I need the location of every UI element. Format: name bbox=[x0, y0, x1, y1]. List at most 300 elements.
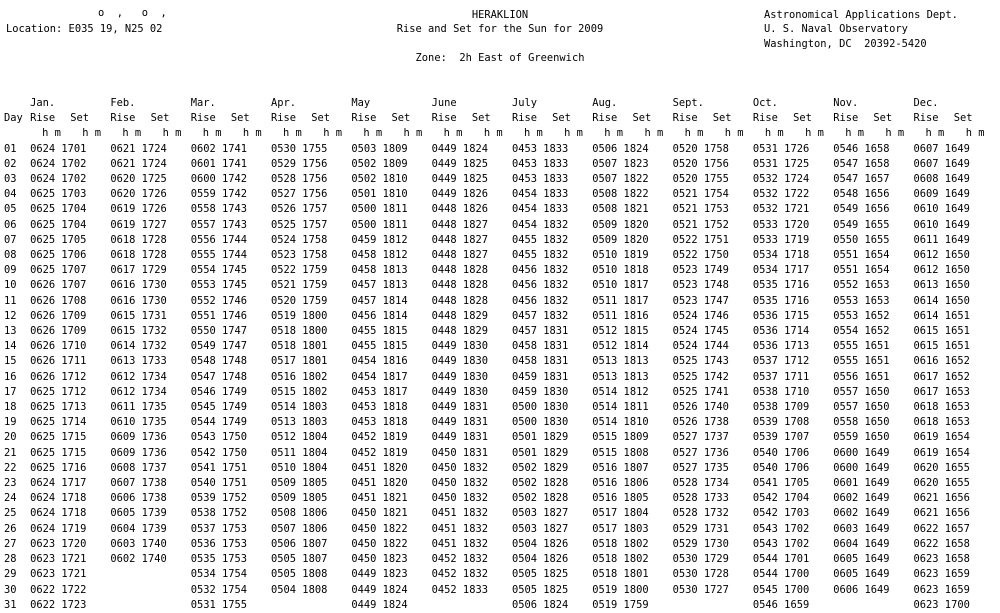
rise-set-cell: 0623 1721 bbox=[30, 553, 87, 566]
rise-set-cell: 0625 1715 bbox=[30, 431, 87, 444]
table-row bbox=[4, 491, 994, 506]
rise-set-cell: 0532 1722 bbox=[752, 188, 810, 201]
rise-set-cell: 0619 1726 bbox=[110, 203, 167, 216]
rise-set-cell: 0607 1738 bbox=[110, 477, 167, 490]
rise-set-cell: 0619 1727 bbox=[110, 218, 167, 231]
rise-set-cell: 0625 1712 bbox=[30, 385, 87, 398]
rise-set-cell: 0512 1804 bbox=[271, 431, 328, 444]
month-label: Jan. bbox=[30, 97, 56, 109]
rise-set-cell: 0622 1658 bbox=[913, 537, 970, 550]
rise-set-cell: 0614 1732 bbox=[110, 340, 167, 353]
day-number: 16 bbox=[4, 370, 17, 383]
rise-set-cell: 0504 1826 bbox=[511, 553, 569, 566]
rise-label: Rise bbox=[271, 112, 297, 125]
rise-set-cell: 0550 1747 bbox=[190, 325, 248, 338]
rise-set-cell: 0615 1732 bbox=[110, 325, 167, 338]
table-row bbox=[4, 248, 994, 263]
day-number: 09 bbox=[4, 264, 17, 277]
rise-set-cell: 0521 1759 bbox=[271, 279, 328, 292]
rise-set-cell: 0614 1651 bbox=[913, 309, 970, 322]
rise-set-cell: 0455 1815 bbox=[351, 340, 408, 353]
rise-set-cell: 0626 1710 bbox=[30, 340, 87, 353]
rise-set-cell: 0555 1651 bbox=[833, 340, 890, 353]
rise-set-cell: 0510 1804 bbox=[271, 461, 328, 474]
rise-set-cell: 0516 1806 bbox=[592, 477, 649, 490]
rise-set-cell: 0547 1658 bbox=[833, 157, 890, 170]
rise-set-cell: 0537 1711 bbox=[752, 370, 810, 383]
rise-set-cell: 0502 1828 bbox=[511, 477, 569, 490]
day-number: 30 bbox=[4, 583, 17, 596]
rise-set-cell: 0449 1826 bbox=[431, 188, 488, 201]
rise-set-cell: 0523 1758 bbox=[271, 249, 328, 262]
rise-set-cell: 0548 1656 bbox=[833, 188, 890, 201]
table-row bbox=[4, 187, 994, 202]
rise-set-cell: 0509 1805 bbox=[271, 492, 328, 505]
rise-set-cell: 0612 1734 bbox=[110, 370, 167, 383]
rise-set-cell: 0543 1750 bbox=[190, 431, 248, 444]
rise-set-cell: 0613 1650 bbox=[913, 279, 970, 292]
table-row bbox=[4, 218, 994, 233]
rise-set-cell: 0529 1756 bbox=[271, 157, 328, 170]
rise-set-cell: 0544 1700 bbox=[752, 568, 810, 581]
rise-set-cell: 0623 1658 bbox=[913, 553, 970, 566]
rise-set-cell: 0448 1829 bbox=[431, 309, 488, 322]
rise-set-cell: 0505 1825 bbox=[511, 583, 569, 596]
rise-set-cell: 0452 1833 bbox=[431, 583, 488, 596]
rise-set-cell: 0504 1808 bbox=[271, 583, 328, 596]
day-number: 06 bbox=[4, 218, 17, 231]
rise-set-cell bbox=[110, 598, 190, 613]
day-number: 27 bbox=[4, 537, 17, 550]
rise-set-cell: 0601 1649 bbox=[833, 477, 890, 490]
rise-set-cell: 0449 1830 bbox=[431, 355, 488, 368]
rise-set-cell: 0503 1827 bbox=[511, 522, 569, 535]
hm-label: h m bbox=[162, 127, 182, 140]
rise-set-cell: 0556 1744 bbox=[190, 233, 248, 246]
table-row bbox=[4, 446, 994, 461]
rise-set-cell: 0607 1649 bbox=[913, 157, 970, 170]
month-label: Sept. bbox=[672, 97, 704, 109]
hm-label: h m bbox=[42, 127, 61, 140]
rise-set-cell: 0448 1827 bbox=[431, 233, 488, 246]
rise-set-cell: 0525 1757 bbox=[271, 218, 328, 231]
rise-set-cell: 0616 1652 bbox=[913, 355, 970, 368]
month-label: Apr. bbox=[271, 97, 297, 109]
day-number: 28 bbox=[4, 553, 17, 566]
rise-set-cell: 0524 1746 bbox=[672, 309, 729, 322]
rise-set-cell: 0520 1755 bbox=[672, 173, 729, 186]
rise-set-cell: 0611 1735 bbox=[110, 401, 167, 414]
day-number: 25 bbox=[4, 507, 17, 520]
rise-set-cell: 0616 1730 bbox=[110, 294, 167, 307]
day-number: 08 bbox=[4, 249, 17, 262]
day-number: 10 bbox=[4, 279, 17, 292]
rise-set-cell: 0540 1751 bbox=[190, 477, 248, 490]
rise-set-cell: 0550 1655 bbox=[833, 233, 890, 246]
rise-set-cell: 0520 1758 bbox=[672, 142, 729, 155]
rise-set-cell: 0612 1650 bbox=[913, 264, 970, 277]
rise-set-cell: 0525 1742 bbox=[672, 370, 729, 383]
table-row bbox=[4, 400, 994, 415]
rise-set-cell: 0520 1756 bbox=[672, 157, 729, 170]
rise-set-cell: 0557 1743 bbox=[190, 218, 248, 231]
month-label: Nov. bbox=[833, 97, 859, 109]
hm-header-row bbox=[4, 126, 994, 141]
day-number: 15 bbox=[4, 355, 17, 368]
table-row bbox=[4, 415, 994, 430]
set-label: Set bbox=[712, 112, 732, 125]
org-line-3: Washington, DC 20392-5420 bbox=[764, 38, 927, 50]
rise-set-cell: 0509 1820 bbox=[592, 218, 649, 231]
rise-set-cell: 0549 1655 bbox=[833, 218, 890, 231]
set-label: Set bbox=[873, 112, 893, 125]
hm-label: h m bbox=[724, 127, 744, 140]
rise-set-cell: 0522 1750 bbox=[672, 249, 729, 262]
rise-set-cell bbox=[110, 567, 190, 582]
rise-set-cell: 0531 1725 bbox=[752, 157, 810, 170]
rise-set-cell: 0554 1652 bbox=[833, 325, 890, 338]
rise-set-cell: 0449 1824 bbox=[351, 583, 408, 596]
day-number: 31 bbox=[4, 598, 17, 611]
rise-set-cell: 0450 1832 bbox=[431, 461, 488, 474]
rise-set-cell: 0606 1649 bbox=[833, 583, 890, 596]
day-number: 24 bbox=[4, 492, 17, 505]
rise-set-cell: 0508 1806 bbox=[271, 507, 328, 520]
rise-set-cell: 0514 1811 bbox=[592, 401, 649, 414]
hm-label: h m bbox=[764, 127, 784, 140]
rise-set-cell: 0517 1801 bbox=[271, 355, 328, 368]
table-row bbox=[4, 567, 994, 582]
rise-set-cell: 0621 1724 bbox=[110, 157, 167, 170]
hm-label: h m bbox=[684, 127, 704, 140]
rise-set-cell: 0523 1749 bbox=[672, 264, 729, 277]
rise-set-cell: 0600 1742 bbox=[190, 173, 248, 186]
rise-set-cell: 0619 1654 bbox=[913, 431, 970, 444]
table-row bbox=[4, 294, 994, 309]
rise-set-cell: 0626 1709 bbox=[30, 325, 87, 338]
rise-set-cell: 0502 1828 bbox=[511, 492, 569, 505]
rise-set-cell: 0535 1716 bbox=[752, 294, 810, 307]
hm-label: h m bbox=[122, 127, 142, 140]
rise-set-cell: 0523 1748 bbox=[672, 279, 729, 292]
rise-set-cell: 0600 1649 bbox=[833, 446, 890, 459]
rise-set-cell: 0620 1655 bbox=[913, 461, 970, 474]
rise-label: Rise bbox=[190, 112, 216, 125]
rise-set-cell: 0602 1740 bbox=[110, 553, 167, 566]
rise-set-cell: 0604 1739 bbox=[110, 522, 167, 535]
hm-label: h m bbox=[564, 127, 583, 140]
rise-set-cell: 0455 1832 bbox=[511, 233, 569, 246]
rise-set-cell: 0618 1728 bbox=[110, 249, 167, 262]
rise-set-cell: 0508 1822 bbox=[592, 188, 649, 201]
rise-set-cell: 0448 1828 bbox=[431, 264, 488, 277]
rise-set-cell: 0626 1707 bbox=[30, 279, 87, 292]
rise-set-cell: 0525 1741 bbox=[672, 385, 729, 398]
location-line: Location: E035 19, N25 02 bbox=[6, 23, 163, 35]
rise-set-cell: 0507 1822 bbox=[592, 173, 649, 186]
day-number: 04 bbox=[4, 188, 17, 201]
rise-set-cell: 0531 1726 bbox=[752, 142, 810, 155]
rise-set-cell: 0554 1745 bbox=[190, 264, 248, 277]
hm-label: h m bbox=[483, 127, 503, 140]
rise-set-cell: 0516 1802 bbox=[271, 370, 328, 383]
rise-set-cell: 0450 1822 bbox=[351, 537, 408, 550]
rise-set-cell: 0541 1751 bbox=[190, 461, 248, 474]
rise-set-cell: 0450 1821 bbox=[351, 507, 408, 520]
rise-set-cell: 0509 1805 bbox=[271, 477, 328, 490]
rise-set-cell: 0502 1809 bbox=[351, 157, 408, 170]
rise-set-cell: 0535 1753 bbox=[190, 553, 248, 566]
rise-set-cell: 0448 1827 bbox=[431, 249, 488, 262]
rise-set-cell: 0524 1744 bbox=[672, 340, 729, 353]
table-row bbox=[4, 278, 994, 293]
table-row bbox=[4, 598, 994, 613]
rise-set-cell: 0511 1816 bbox=[592, 309, 649, 322]
rise-set-cell: 0618 1653 bbox=[913, 416, 970, 429]
table-row bbox=[4, 552, 994, 567]
rise-label: Rise bbox=[431, 112, 457, 125]
rise-set-cell: 0534 1717 bbox=[752, 264, 810, 277]
rise-set-cell: 0545 1700 bbox=[752, 583, 810, 596]
rise-set-cell: 0506 1824 bbox=[511, 598, 569, 611]
rise-set-cell: 0517 1803 bbox=[592, 522, 649, 535]
rise-set-cell: 0454 1833 bbox=[511, 203, 569, 216]
hm-label: h m bbox=[443, 127, 463, 140]
rise-set-cell: 0514 1810 bbox=[592, 416, 649, 429]
rise-set-cell: 0621 1656 bbox=[913, 507, 970, 520]
rise-set-cell: 0530 1727 bbox=[672, 583, 729, 596]
rise-set-cell: 0532 1754 bbox=[190, 583, 248, 596]
rise-set-cell: 0544 1749 bbox=[190, 416, 248, 429]
rise-set-cell: 0559 1742 bbox=[190, 188, 248, 201]
rise-set-cell: 0521 1753 bbox=[672, 203, 729, 216]
hm-label: h m bbox=[845, 127, 864, 140]
rise-set-cell: 0625 1704 bbox=[30, 218, 87, 231]
rise-set-cell: 0454 1832 bbox=[511, 218, 569, 231]
rise-set-cell: 0536 1713 bbox=[752, 340, 810, 353]
rise-set-cell: 0626 1709 bbox=[30, 309, 87, 322]
rise-set-cell: 0549 1747 bbox=[190, 340, 248, 353]
rise-set-cell: 0504 1826 bbox=[511, 537, 569, 550]
rise-set-cell: 0459 1812 bbox=[351, 233, 408, 246]
rise-set-cell: 0457 1832 bbox=[511, 309, 569, 322]
hm-label: h m bbox=[82, 127, 102, 140]
month-label: Dec. bbox=[913, 97, 939, 109]
rise-set-cell: 0529 1731 bbox=[672, 522, 729, 535]
rise-set-cell: 0530 1728 bbox=[672, 568, 729, 581]
rise-set-cell: 0449 1824 bbox=[351, 598, 408, 611]
rise-set-cell: 0456 1814 bbox=[351, 309, 408, 322]
day-number: 01 bbox=[4, 142, 17, 155]
rise-set-cell: 0448 1826 bbox=[431, 203, 488, 216]
rise-label: Rise bbox=[833, 112, 859, 125]
hm-label: h m bbox=[403, 127, 423, 140]
day-number: 19 bbox=[4, 416, 17, 429]
rise-set-cell: 0609 1736 bbox=[110, 431, 167, 444]
month-header-row bbox=[4, 96, 994, 111]
rise-set-cell: 0519 1759 bbox=[592, 598, 649, 611]
rise-set-cell: 0450 1832 bbox=[431, 477, 488, 490]
rise-set-cell: 0625 1714 bbox=[30, 416, 87, 429]
rise-set-cell: 0621 1656 bbox=[913, 492, 970, 505]
day-number: 13 bbox=[4, 325, 17, 338]
rise-set-cell: 0506 1824 bbox=[592, 142, 649, 155]
table-row bbox=[4, 142, 994, 157]
rise-set-cell: 0520 1759 bbox=[271, 294, 328, 307]
hm-label: h m bbox=[523, 127, 543, 140]
rise-set-cell: 0619 1654 bbox=[913, 446, 970, 459]
rise-set-cell: 0526 1740 bbox=[672, 401, 729, 414]
table-row bbox=[4, 461, 994, 476]
rise-set-cell: 0449 1824 bbox=[431, 142, 488, 155]
rise-set-cell: 0514 1812 bbox=[592, 385, 649, 398]
table-row bbox=[4, 309, 994, 324]
rise-set-cell: 0511 1804 bbox=[271, 446, 328, 459]
rise-set-cell: 0559 1650 bbox=[833, 431, 890, 444]
rise-set-cell: 0451 1832 bbox=[431, 507, 488, 520]
rise-set-cell: 0623 1721 bbox=[30, 568, 87, 581]
rise-set-cell: 0451 1832 bbox=[431, 522, 488, 535]
rise-set-cell: 0449 1825 bbox=[431, 157, 488, 170]
rise-set-cell: 0515 1809 bbox=[592, 431, 649, 444]
rise-set-cell: 0610 1735 bbox=[110, 416, 167, 429]
rise-set-cell: 0510 1818 bbox=[592, 264, 649, 277]
rise-set-cell: 0602 1741 bbox=[190, 142, 248, 155]
rise-set-cell: 0625 1715 bbox=[30, 446, 87, 459]
rise-set-cell: 0507 1823 bbox=[592, 157, 649, 170]
rise-set-cell: 0605 1649 bbox=[833, 553, 890, 566]
hm-label: h m bbox=[283, 127, 302, 140]
rise-set-cell: 0625 1705 bbox=[30, 233, 87, 246]
rise-set-cell: 0448 1827 bbox=[431, 218, 488, 231]
rise-set-cell: 0626 1708 bbox=[30, 294, 87, 307]
rise-set-cell: 0448 1828 bbox=[431, 294, 488, 307]
rise-set-cell: 0551 1654 bbox=[833, 264, 890, 277]
hm-label: h m bbox=[363, 127, 383, 140]
day-number: 12 bbox=[4, 309, 17, 322]
rise-set-cell: 0500 1830 bbox=[511, 401, 569, 414]
rise-label: Rise bbox=[752, 112, 778, 125]
rise-set-cell: 0507 1806 bbox=[271, 522, 328, 535]
rise-set-cell: 0505 1825 bbox=[511, 568, 569, 581]
rise-set-cell: 0623 1659 bbox=[913, 568, 970, 581]
rise-set-cell: 0513 1813 bbox=[592, 370, 649, 383]
rise-set-cell: 0503 1827 bbox=[511, 507, 569, 520]
rise-set-cell: 0603 1740 bbox=[110, 537, 167, 550]
org-line-2: U. S. Naval Observatory bbox=[764, 23, 908, 35]
rise-set-cell: 0518 1801 bbox=[271, 340, 328, 353]
table-row bbox=[4, 506, 994, 521]
rise-set-cell bbox=[271, 598, 351, 613]
rise-set-cell: 0604 1649 bbox=[833, 537, 890, 550]
month-label: Mar. bbox=[190, 97, 216, 109]
rise-set-cell: 0458 1831 bbox=[511, 340, 569, 353]
set-label: Set bbox=[70, 112, 90, 125]
rise-set-cell: 0551 1654 bbox=[833, 249, 890, 262]
rise-set-cell: 0450 1832 bbox=[431, 492, 488, 505]
rise-set-cell: 0538 1752 bbox=[190, 507, 248, 520]
table-row bbox=[4, 202, 994, 217]
rise-set-cell: 0527 1756 bbox=[271, 188, 328, 201]
rise-set-cell: 0545 1749 bbox=[190, 401, 248, 414]
rise-set-cell: 0602 1649 bbox=[833, 492, 890, 505]
rise-set-cell: 0527 1735 bbox=[672, 461, 729, 474]
rise-set-cell: 0526 1738 bbox=[672, 416, 729, 429]
rise-set-cell: 0454 1817 bbox=[351, 370, 408, 383]
rise-set-cell: 0448 1829 bbox=[431, 325, 488, 338]
rise-set-cell: 0552 1653 bbox=[833, 279, 890, 292]
table-row bbox=[4, 324, 994, 339]
rise-set-cell: 0608 1649 bbox=[913, 173, 970, 186]
set-label: Set bbox=[793, 112, 812, 125]
rise-set-cell: 0600 1649 bbox=[833, 461, 890, 474]
rise-set-cell: 0453 1818 bbox=[351, 416, 408, 429]
rise-set-cell: 0618 1728 bbox=[110, 233, 167, 246]
rise-set-cell: 0612 1734 bbox=[110, 385, 167, 398]
rise-set-cell: 0530 1729 bbox=[672, 553, 729, 566]
rise-set-cell: 0547 1657 bbox=[833, 173, 890, 186]
rise-set-cell: 0624 1702 bbox=[30, 173, 87, 186]
page-subtitle: Rise and Set for the Sun for 2009 bbox=[396, 23, 604, 35]
hm-label: h m bbox=[644, 127, 664, 140]
month-label: Feb. bbox=[110, 97, 136, 109]
rise-set-cell: 0532 1721 bbox=[752, 203, 810, 216]
rise-set-cell: 0536 1753 bbox=[190, 537, 248, 550]
rise-set-cell: 0606 1738 bbox=[110, 492, 167, 505]
degree-marks: o , o , bbox=[98, 7, 167, 19]
rise-set-cell: 0517 1804 bbox=[592, 507, 649, 520]
rise-set-cell: 0457 1813 bbox=[351, 279, 408, 292]
rise-set-cell: 0622 1657 bbox=[913, 522, 970, 535]
set-label: Set bbox=[150, 112, 170, 125]
rise-set-cell: 0616 1730 bbox=[110, 279, 167, 292]
rise-set-cell: 0552 1746 bbox=[190, 294, 248, 307]
rise-set-cell: 0609 1649 bbox=[913, 188, 970, 201]
day-number: 23 bbox=[4, 477, 17, 490]
rise-set-cell: 0528 1734 bbox=[672, 477, 729, 490]
rise-set-cell: 0456 1832 bbox=[511, 294, 569, 307]
rise-set-cell: 0502 1810 bbox=[351, 173, 408, 186]
rise-set-cell: 0457 1814 bbox=[351, 294, 408, 307]
rise-set-cell: 0620 1725 bbox=[110, 173, 167, 186]
rise-set-cell: 0535 1716 bbox=[752, 279, 810, 292]
rise-set-cell: 0538 1709 bbox=[752, 401, 810, 414]
rise-set-cell: 0450 1831 bbox=[431, 446, 488, 459]
rise-set-cell: 0625 1706 bbox=[30, 249, 87, 262]
day-number: 20 bbox=[4, 431, 17, 444]
rise-set-cell: 0534 1754 bbox=[190, 568, 248, 581]
rise-set-cell: 0449 1831 bbox=[431, 416, 488, 429]
rise-set-cell: 0528 1732 bbox=[672, 507, 729, 520]
rise-set-cell: 0557 1650 bbox=[833, 385, 890, 398]
rise-set-cell: 0546 1749 bbox=[190, 385, 248, 398]
rise-set-cell: 0537 1753 bbox=[190, 522, 248, 535]
rise-set-cell: 0458 1813 bbox=[351, 264, 408, 277]
table-row bbox=[4, 583, 994, 598]
rise-set-cell: 0513 1813 bbox=[592, 355, 649, 368]
month-label: June bbox=[431, 97, 457, 109]
rise-set-cell: 0540 1706 bbox=[752, 446, 810, 459]
set-label: Set bbox=[632, 112, 652, 125]
hm-label: h m bbox=[202, 127, 222, 140]
rise-set-cell: 0612 1650 bbox=[913, 249, 970, 262]
rise-set-cell: 0603 1649 bbox=[833, 522, 890, 535]
rise-set-cell bbox=[673, 598, 753, 613]
rise-set-cell bbox=[432, 598, 512, 613]
table-row bbox=[4, 430, 994, 445]
rise-set-cell: 0624 1718 bbox=[30, 492, 87, 505]
table-row bbox=[4, 370, 994, 385]
